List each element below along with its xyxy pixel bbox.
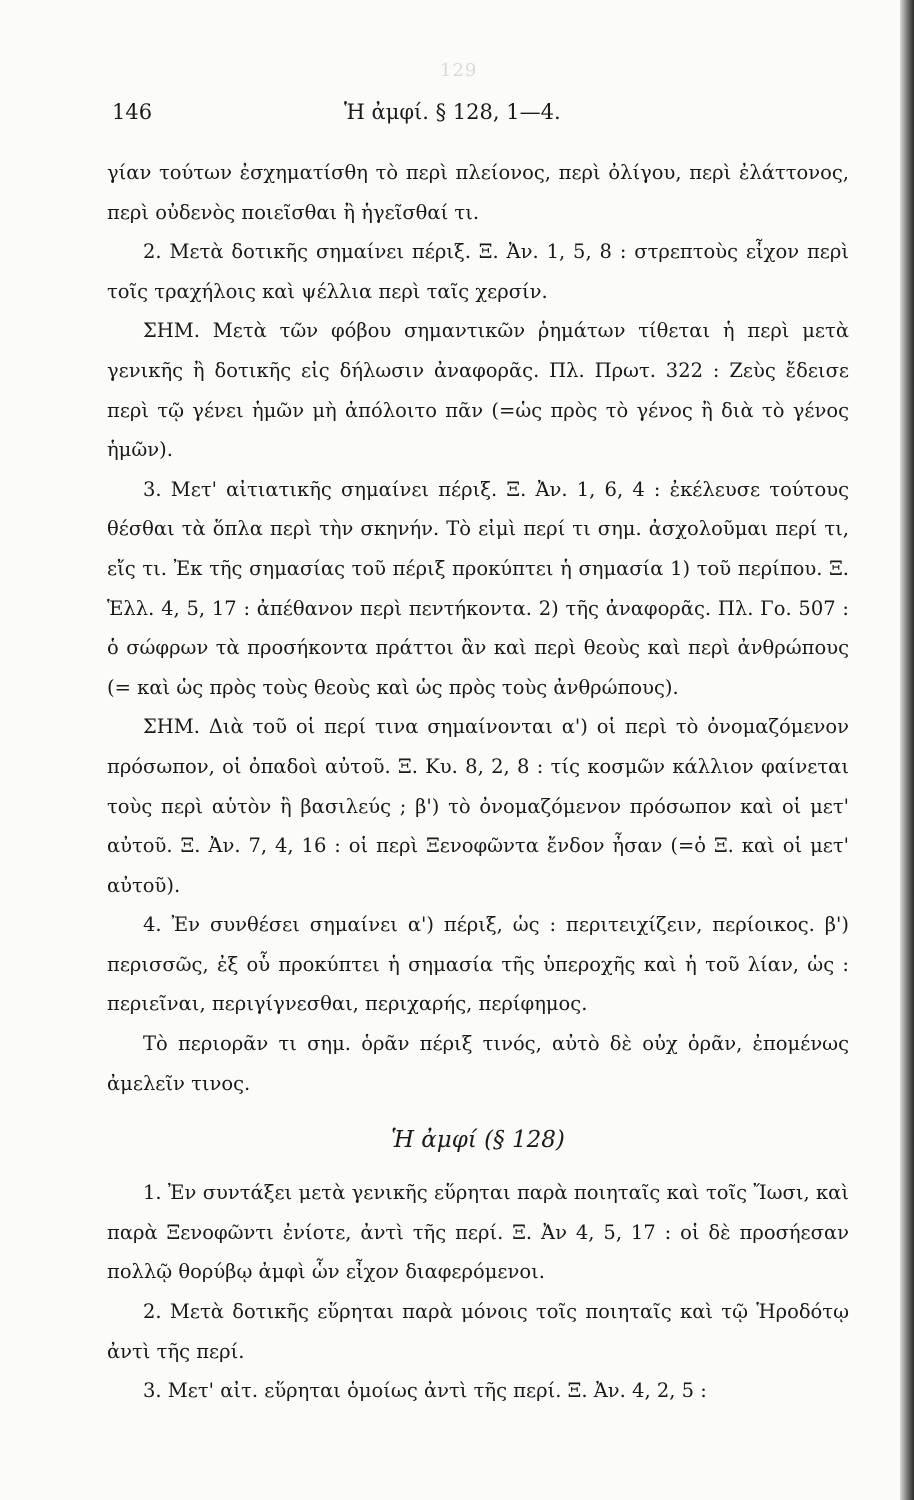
section-paragraph-accusative: 3. Μετ' αἰτ. εὕρηται ὁμοίως ἀντὶ τῆς περί. Ξ. Ἀν. 4, 2, 5 : [143, 1379, 707, 1403]
section-paragraph-dative: 2. Μετὰ δοτικῆς εὕρηται παρὰ μόνοις τοῖς ποιηταῖς καὶ τῷ Ἡροδότῳ ἀντὶ τῆς περί. [107, 1300, 849, 1363]
paragraph-accusative: 3. Μετ' αἰτιατικῆς σημαίνει πέριξ. Ξ. Ἀν. 1, 6, 4 : ἐκέλευσε τούτους θέσθαι τὰ ὅπλα περὶ τὴν σκηνήν. Τὸ εἰμὶ περί τι σημ. ἀσχολοῦμαι περί τι, εἴς τι. Ἐκ τῆς σημασίας τοῦ πέριξ προκύπτει ἡ σημασία 1) τοῦ περίπου. Ξ. Ἑλλ. 4, 5, 17 : ἀπέθανον περὶ πεντήκοντα. 2) τῆς ἀναφορᾶς. Πλ. Γο. 507 : ὁ σώφρων τὰ προσήκοντα πράττοι ἂν καὶ περὶ θεοὺς καὶ περὶ ἀνθρώπους (= καὶ ὡς πρὸς τοὺς θεοὺς καὶ ὡς πρὸς τοὺς ἀνθρώπους). [107, 477, 849, 699]
paragraph-composition: 4. Ἐν συνθέσει σημαίνει α') πέριξ, ὡς : περιτειχίζειν, περίοικος. β') περισσῶς, ἐξ οὗ προκύπτει ἡ σημασία τῆς ὑπεροχῆς καὶ ἡ τοῦ λίαν, ὡς : περιεῖναι, περιγίγνεσθαι, περιχαρής, περίφημος. [107, 913, 849, 1016]
page-edge-shadow [900, 0, 914, 1500]
page-header [112, 96, 812, 128]
paragraph-periorao: Τὸ περιορᾶν τι σημ. ὁρᾶν πέριξ τινός, αὐτὸ δὲ οὐχ ὁρᾶν, ἐπομένως ἀμελεῖν τινος. [107, 1032, 849, 1095]
section-title: Ἡ ἀμφί (§ 128) [391, 1127, 565, 1154]
paragraph-note-oi-peri: ΣΗΜ. Διὰ τοῦ οἱ περί τινα σημαίνονται α') οἱ περὶ τὸ ὀνομαζόμενον πρόσωπον, οἱ ὀπαδοὶ αὐτοῦ. Ξ. Κυ. 8, 2, 8 : τίς κοσμῶν κάλλιον φαίνεται τοὺς περὶ αὑτὸν ἢ βασιλεύς ; β') τὸ ὀνομαζόμενον πρόσωπον καὶ οἱ μετ' αὐτοῦ. Ξ. Ἀν. 7, 4, 16 : οἱ περὶ Ξενοφῶντα ἔνδον ἦσαν (=ὁ Ξ. καὶ οἱ μετ' αὐτοῦ). [107, 715, 849, 897]
page-body [107, 153, 849, 1411]
page-number: 146 [112, 100, 153, 124]
paragraph-dative: 2. Μετὰ δοτικῆς σημαίνει πέριξ. Ξ. Ἀν. 1, 5, 8 : στρεπτοὺς εἶχον περὶ τοῖς τραχήλοις καὶ ψέλλια περὶ ταῖς χερσίν. [107, 240, 849, 303]
paragraph-note-fear: ΣΗΜ. Μετὰ τῶν φόβου σημαντικῶν ῥημάτων τίθεται ἡ περὶ μετὰ γενικῆς ἢ δοτικῆς εἰς δήλωσιν ἀναφορᾶς. Πλ. Πρωτ. 322 : Ζεὺς ἔδεισε περὶ τῷ γένει ἡμῶν μὴ ἀπόλοιτο πᾶν (=ὡς πρὸς τὸ γένος ἢ διὰ τὸ γένος ἡμῶν). [107, 319, 849, 462]
bleed-through-text: 129 [440, 60, 478, 81]
paragraph-continuation: γίαν τούτων ἐσχηματίσθη τὸ περὶ πλείονος, περὶ ὀλίγου, περὶ ἐλάττονος, περὶ οὐδενὸς ποιεῖσθαι ἢ ἡγεῖσθαί τι. [107, 161, 849, 224]
running-title: Ἡ ἀμφί. § 128, 1—4. [344, 100, 561, 124]
section-paragraph-genitive: 1. Ἐν συντάξει μετὰ γενικῆς εὕρηται παρὰ ποιηταῖς καὶ τοῖς Ἴωσι, καὶ παρὰ Ξενοφῶντι ἐνίοτε, ἀντὶ τῆς περί. Ξ. Ἀν 4, 5, 17 : οἱ δὲ προσήεσαν πολλῷ θορύβῳ ἀμφὶ ὧν εἶχον διαφερόμενοι. [107, 1181, 849, 1284]
